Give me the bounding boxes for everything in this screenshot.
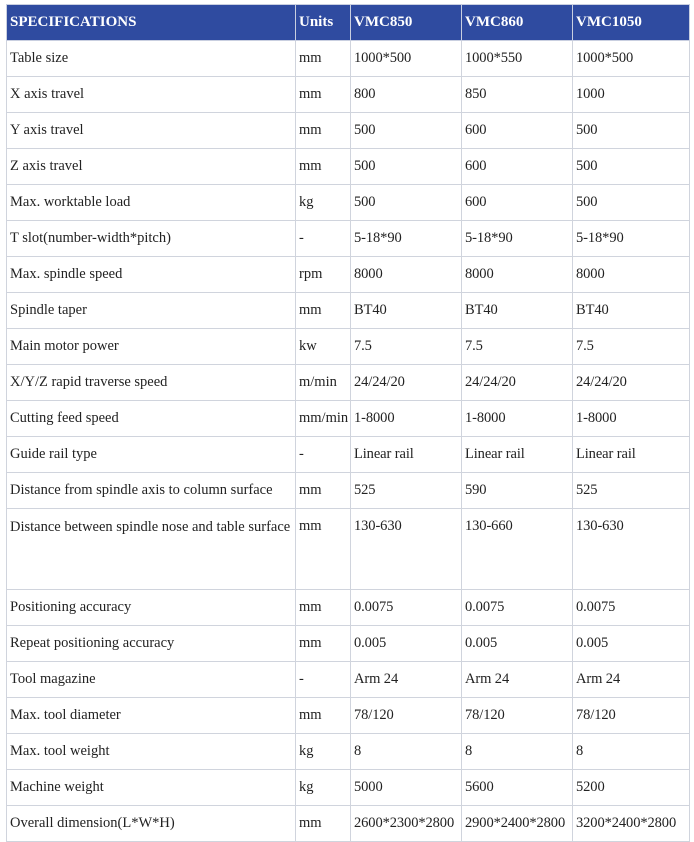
spec-name-cell: Distance between spindle nose and table surface [7, 509, 296, 590]
value-cell-vmc850: 500 [351, 185, 462, 221]
value-cell-vmc850: 8000 [351, 257, 462, 293]
spec-name-cell: T slot(number-width*pitch) [7, 221, 296, 257]
unit-cell: mm [296, 698, 351, 734]
unit-cell: kg [296, 185, 351, 221]
spec-name-cell: Overall dimension(L*W*H) [7, 806, 296, 842]
value-cell-vmc860: 8000 [462, 257, 573, 293]
spec-name-cell: Spindle taper [7, 293, 296, 329]
value-cell-vmc860: 2900*2400*2800 [462, 806, 573, 842]
value-cell-vmc1050: 5-18*90 [573, 221, 690, 257]
value-cell-vmc850: 5000 [351, 770, 462, 806]
table-row [7, 365, 690, 401]
spec-name-cell: Max. worktable load [7, 185, 296, 221]
value-cell-vmc860: 600 [462, 149, 573, 185]
value-cell-vmc860: 600 [462, 113, 573, 149]
header-vmc850: VMC850 [351, 5, 462, 41]
header-units: Units [296, 5, 351, 41]
value-cell-vmc850: 0.005 [351, 626, 462, 662]
unit-cell: kg [296, 734, 351, 770]
unit-cell: mm/min [296, 401, 351, 437]
value-cell-vmc860: 130-660 [462, 509, 573, 590]
spec-name-cell: Max. tool diameter [7, 698, 296, 734]
spec-name-cell: X axis travel [7, 77, 296, 113]
value-cell-vmc860: 1000*550 [462, 41, 573, 77]
table-row [7, 257, 690, 293]
value-cell-vmc850: 500 [351, 113, 462, 149]
value-cell-vmc850: Arm 24 [351, 662, 462, 698]
unit-cell: - [296, 437, 351, 473]
value-cell-vmc850: 24/24/20 [351, 365, 462, 401]
unit-cell: mm [296, 293, 351, 329]
header-row [7, 5, 690, 41]
value-cell-vmc860: Arm 24 [462, 662, 573, 698]
value-cell-vmc850: 2600*2300*2800 [351, 806, 462, 842]
spec-name-cell: X/Y/Z rapid traverse speed [7, 365, 296, 401]
unit-cell: - [296, 662, 351, 698]
value-cell-vmc850: 800 [351, 77, 462, 113]
value-cell-vmc860: Linear rail [462, 437, 573, 473]
table-header [7, 5, 690, 41]
value-cell-vmc860: BT40 [462, 293, 573, 329]
value-cell-vmc850: 500 [351, 149, 462, 185]
spec-name-cell: Z axis travel [7, 149, 296, 185]
spec-name-cell: Y axis travel [7, 113, 296, 149]
value-cell-vmc1050: 500 [573, 149, 690, 185]
value-cell-vmc1050: 8000 [573, 257, 690, 293]
spec-name-cell: Cutting feed speed [7, 401, 296, 437]
unit-cell: mm [296, 149, 351, 185]
value-cell-vmc850: 8 [351, 734, 462, 770]
table-row [7, 662, 690, 698]
value-cell-vmc1050: 5200 [573, 770, 690, 806]
value-cell-vmc850: 1000*500 [351, 41, 462, 77]
unit-cell: kw [296, 329, 351, 365]
value-cell-vmc850: 7.5 [351, 329, 462, 365]
value-cell-vmc1050: 130-630 [573, 509, 690, 590]
value-cell-vmc1050: Linear rail [573, 437, 690, 473]
value-cell-vmc1050: 500 [573, 113, 690, 149]
table-row [7, 401, 690, 437]
unit-cell: kg [296, 770, 351, 806]
table-row [7, 626, 690, 662]
value-cell-vmc1050: 1-8000 [573, 401, 690, 437]
value-cell-vmc850: Linear rail [351, 437, 462, 473]
value-cell-vmc1050: BT40 [573, 293, 690, 329]
value-cell-vmc860: 1-8000 [462, 401, 573, 437]
spec-name-cell: Tool magazine [7, 662, 296, 698]
table-row [7, 770, 690, 806]
value-cell-vmc850: 130-630 [351, 509, 462, 590]
table-body [7, 41, 690, 842]
value-cell-vmc1050: 0.0075 [573, 590, 690, 626]
table-row [7, 437, 690, 473]
value-cell-vmc1050: 78/120 [573, 698, 690, 734]
table-row [7, 698, 690, 734]
value-cell-vmc850: BT40 [351, 293, 462, 329]
value-cell-vmc1050: 7.5 [573, 329, 690, 365]
unit-cell: mm [296, 626, 351, 662]
value-cell-vmc1050: 3200*2400*2800 [573, 806, 690, 842]
value-cell-vmc860: 24/24/20 [462, 365, 573, 401]
table-row [7, 293, 690, 329]
value-cell-vmc850: 78/120 [351, 698, 462, 734]
value-cell-vmc1050: 525 [573, 473, 690, 509]
header-specifications: SPECIFICATIONS [7, 5, 296, 41]
unit-cell: - [296, 221, 351, 257]
unit-cell: mm [296, 113, 351, 149]
value-cell-vmc860: 7.5 [462, 329, 573, 365]
value-cell-vmc860: 850 [462, 77, 573, 113]
value-cell-vmc860: 0.005 [462, 626, 573, 662]
value-cell-vmc860: 600 [462, 185, 573, 221]
value-cell-vmc860: 8 [462, 734, 573, 770]
table-row [7, 329, 690, 365]
unit-cell: mm [296, 509, 351, 590]
unit-cell: rpm [296, 257, 351, 293]
spec-name-cell: Main motor power [7, 329, 296, 365]
value-cell-vmc1050: 500 [573, 185, 690, 221]
spec-name-cell: Guide rail type [7, 437, 296, 473]
spec-name-cell: Table size [7, 41, 296, 77]
table-row [7, 473, 690, 509]
value-cell-vmc1050: 1000 [573, 77, 690, 113]
unit-cell: m/min [296, 365, 351, 401]
table-row [7, 221, 690, 257]
table-row [7, 149, 690, 185]
spec-name-cell: Max. tool weight [7, 734, 296, 770]
specifications-table [6, 4, 690, 842]
table-row [7, 806, 690, 842]
table-row [7, 734, 690, 770]
spec-name-cell: Positioning accuracy [7, 590, 296, 626]
table-row [7, 509, 690, 590]
unit-cell: mm [296, 806, 351, 842]
table-row [7, 41, 690, 77]
value-cell-vmc850: 5-18*90 [351, 221, 462, 257]
header-vmc1050: VMC1050 [573, 5, 690, 41]
spec-name-cell: Distance from spindle axis to column surface [7, 473, 296, 509]
value-cell-vmc850: 0.0075 [351, 590, 462, 626]
unit-cell: mm [296, 77, 351, 113]
unit-cell: mm [296, 473, 351, 509]
spec-name-cell: Max. spindle speed [7, 257, 296, 293]
unit-cell: mm [296, 41, 351, 77]
unit-cell: mm [296, 590, 351, 626]
table-row [7, 185, 690, 221]
table-row [7, 590, 690, 626]
value-cell-vmc1050: 24/24/20 [573, 365, 690, 401]
value-cell-vmc1050: Arm 24 [573, 662, 690, 698]
value-cell-vmc1050: 8 [573, 734, 690, 770]
value-cell-vmc860: 0.0075 [462, 590, 573, 626]
value-cell-vmc1050: 1000*500 [573, 41, 690, 77]
table-row [7, 77, 690, 113]
header-vmc860: VMC860 [462, 5, 573, 41]
value-cell-vmc860: 78/120 [462, 698, 573, 734]
value-cell-vmc850: 1-8000 [351, 401, 462, 437]
spec-name-cell: Repeat positioning accuracy [7, 626, 296, 662]
spec-name-cell: Machine weight [7, 770, 296, 806]
value-cell-vmc860: 5600 [462, 770, 573, 806]
table-row [7, 113, 690, 149]
value-cell-vmc850: 525 [351, 473, 462, 509]
value-cell-vmc860: 5-18*90 [462, 221, 573, 257]
value-cell-vmc1050: 0.005 [573, 626, 690, 662]
value-cell-vmc860: 590 [462, 473, 573, 509]
